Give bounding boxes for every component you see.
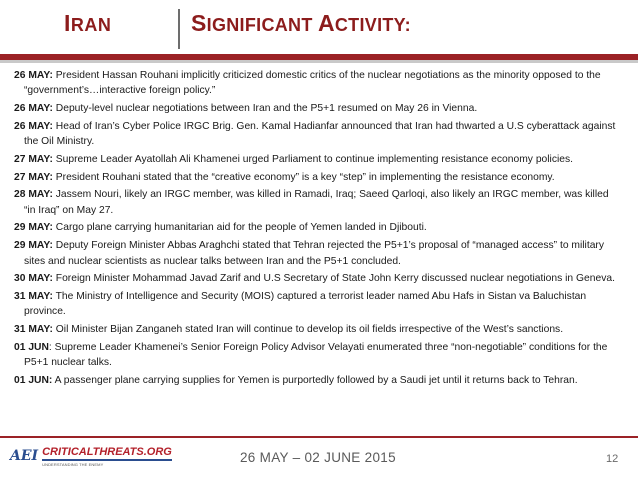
country-title-initial: I: [64, 10, 71, 36]
page-number: 12: [606, 453, 619, 465]
entry-date: 28 MAY:: [14, 189, 53, 201]
entry-text: Deputy-level nuclear negotiations between Iran and the P5+1 resumed on May 26 in Vienna.: [52, 103, 478, 115]
section-title-rest-2: CTIVITY:: [334, 15, 411, 35]
entry-date: 26 MAY:: [14, 70, 53, 81]
slide-header: [0, 0, 638, 52]
country-title-rest: RAN: [70, 15, 112, 35]
entry-text: Jassem Nouri, likely an IRGC member, was killed in Ramadi, Iraq; Saeed Qarloqi, also likely an IRGC member, was killed “in Iraq” on May 27.: [24, 189, 609, 216]
entry-date: 29 MAY:: [14, 240, 53, 252]
entry-date: 30 MAY:: [14, 273, 53, 285]
logo-tagline: UNDERSTANDING THE ENEMY: [42, 461, 104, 467]
country-title: [64, 10, 111, 37]
section-title-initial-2: A: [317, 10, 335, 36]
entry-text: The Ministry of Intelligence and Security (MOIS) captured a terrorist leader named Abu Hafs in Sistan va Baluchistan province.: [24, 290, 587, 318]
entry-date: 29 MAY:: [14, 222, 53, 234]
entry-date: 27 MAY:: [14, 153, 53, 165]
footer-rule: [0, 436, 638, 438]
entry-text: President Rouhani stated that the “creative economy” is a key “step” in implementing the resistance economy.: [52, 171, 555, 183]
activity-entry: [14, 187, 620, 218]
activity-list: [14, 68, 620, 391]
entry-date: 01 JUN:: [14, 374, 53, 386]
entry-text: Deputy Foreign Minister Abbas Araghchi stated that Tehran rejected the P5+1’s proposal of “managed access” to military sites and nuclear scientists as nuclear talks between Iran and the P5+1 concluded.: [24, 240, 605, 267]
logo-wordmark: [42, 446, 172, 467]
entry-date: 27 MAY:: [14, 171, 53, 183]
activity-entry: [14, 238, 620, 269]
activity-entry: [14, 170, 620, 185]
header-rule-gray: [0, 60, 638, 63]
activity-entry: [14, 289, 620, 320]
entry-text: Cargo plane carrying humanitarian aid for the people of Yemen landed in Djibouti.: [52, 222, 427, 234]
entry-date: 26 MAY:: [14, 103, 53, 115]
activity-entry: [14, 119, 620, 150]
section-title-rest-1: IGNIFICANT: [206, 15, 318, 35]
activity-entry: [14, 68, 620, 99]
date-range: 26 MAY – 02 JUNE 2015: [240, 450, 396, 465]
entry-text: Head of Iran’s Cyber Police IRGC Brig. Gen. Kamal Hadianfar announced that Iran had thwarted a U.S cyberattack against the Oil Ministry.: [24, 120, 616, 148]
entry-date: 26 MAY:: [14, 120, 53, 132]
entry-date: 31 MAY:: [14, 324, 53, 336]
entry-text: Foreign Minister Mohammad Javad Zarif and U.S Secretary of State John Kerry discussed nuclear negotiations in Geneva.: [52, 273, 615, 285]
entry-text: President Hassan Rouhani implicitly criticized domestic critics of the nuclear negotiations as the minority opposed to the “government’s…interactive foreign policy.”: [24, 70, 601, 97]
criticalthreats-logo: [10, 445, 172, 467]
activity-entry: [14, 152, 620, 167]
entry-date: 01 JUN: [14, 341, 49, 353]
activity-entry: [14, 322, 620, 337]
activity-entry: [14, 340, 620, 371]
header-divider: [178, 9, 180, 49]
activity-entry: [14, 271, 620, 286]
entry-text: A passenger plane carrying supplies for Yemen is purportedly followed by a Saudi jet until it returns back to Tehran.: [52, 374, 578, 386]
logo-name: CRITICALTHREATS.ORG: [42, 446, 172, 461]
activity-entry: [14, 220, 620, 235]
entry-text: Supreme Leader Ayatollah Ali Khamenei urged Parliament to continue implementing resistance economy policies.: [52, 153, 574, 165]
activity-entry: [14, 101, 620, 116]
entry-date: 31 MAY:: [14, 290, 53, 302]
section-title: [191, 10, 411, 37]
entry-text: Oil Minister Bijan Zanganeh stated Iran will continue to develop its oil fields irrespective of the West’s sanctions.: [52, 324, 564, 336]
entry-text: : Supreme Leader Khamenei’s Senior Foreign Policy Advisor Velayati enumerated three “non-negotiable” conditions for the P5+1 nuclear talks.: [24, 341, 608, 369]
section-title-initial-1: S: [191, 10, 207, 36]
activity-entry: [14, 373, 620, 388]
aei-logo-mark: AEI: [10, 448, 39, 464]
